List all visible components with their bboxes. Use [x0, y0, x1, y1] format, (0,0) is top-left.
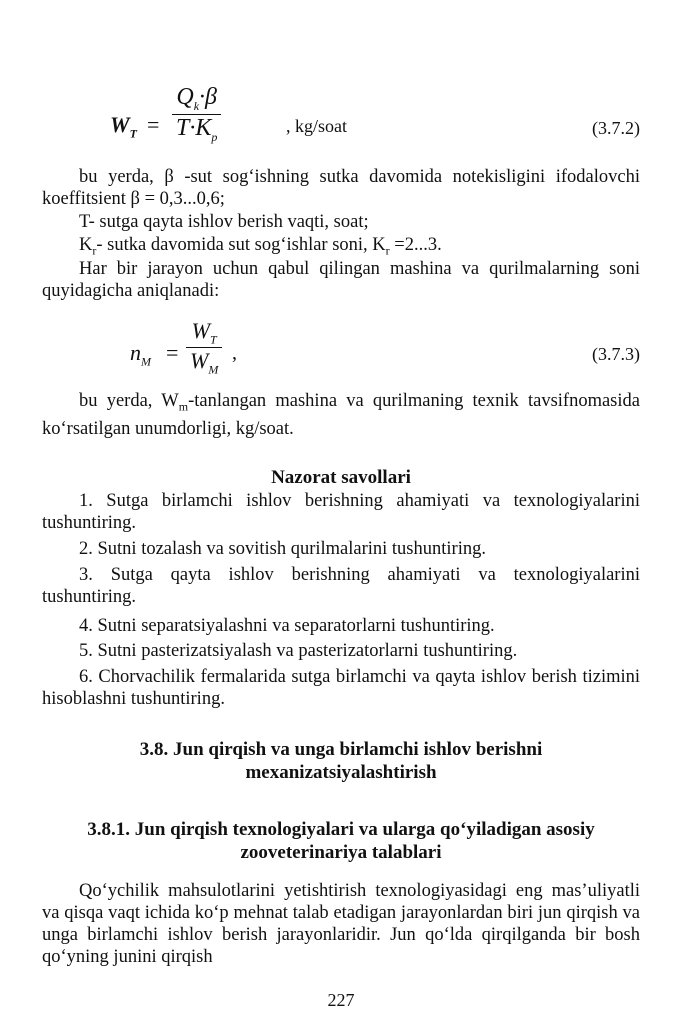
eq1-lhs: $W_T$ — [110, 112, 137, 141]
eq1-fraction: $\frac{Q_k\cdot\beta}{T\cdot K_p}$ — [172, 84, 221, 145]
questions-title: Nazorat savollari — [271, 467, 411, 488]
definition-t: T- sutga qayta ishlov berish vaqti, soat; — [79, 212, 369, 232]
definition-wm: bu yerda, $W_m$-tanlangan mashina va qurilmaning texnik tavsifnomasida ko‘rsatilgan unumdorligi, kg/soat. — [42, 391, 640, 439]
eq1-equals: = — [147, 112, 160, 137]
eq2-number: (3.7.3) — [592, 344, 640, 364]
equation-3-7-2 — [0, 72, 682, 168]
question-item: 2. Sutni tozalash va sovitish qurilmalarini tushuntiring. — [79, 539, 486, 559]
page-number: 227 — [327, 990, 355, 1010]
question-item: 6. Chorvachilik fermalarida sutga birlamchi va qayta ishlov berish tizimini hisoblashni tushuntiring. — [42, 667, 640, 709]
definition-beta: bu yerda, β -sut sog‘ishning sutka davomida notekisligini ifodalovchi koeffitsient β = 0,3...0,6; — [42, 167, 640, 209]
section-heading-3-8-1: 3.8.1. Jun qirqish texnologiyalari va ularga qo‘yiladigan asosiy zooveterinariya talablari — [87, 819, 595, 863]
question-item: 4. Sutni separatsiyalashni va separatorlarni tushuntiring. — [79, 616, 495, 636]
eq1-number: (3.7.2) — [592, 118, 640, 138]
question-item: 1. Sutga birlamchi ishlov berishning ahamiyati va texnologiyalarini tushuntiring. — [42, 491, 640, 533]
equation-3-7-3 — [0, 316, 682, 386]
question-item: 5. Sutni pasterizatsiyalash va pasterizatorlarni tushuntiring. — [79, 641, 518, 661]
body-paragraph: Qo‘ychilik mahsulotlarini yetishtirish texnologiyasidagi eng mas’uliyatli va qisqa vaqt ichida ko‘p mehnat talab etadigan jarayonlardan biri jun qirqish va unga birlamchi ishlov berish jarayonlaridir. Jun qo‘lda qirqilganda bir bosh qo‘yning junini qirqish — [42, 881, 640, 967]
paragraph-machines: Har bir jarayon uchun qabul qilingan mashina va qurilmalarning soni quyidagicha aniqlanadi: — [42, 259, 640, 301]
eq2-equals: = — [166, 340, 179, 365]
section-heading-3-8: 3.8. Jun qirqish va unga birlamchi ishlov berishni mexanizatsiyalashtirish — [139, 739, 543, 783]
eq2-lhs: $n_M$ — [130, 340, 151, 369]
eq2-tail: , — [232, 342, 237, 364]
eq2-fraction: $\frac{W_T}{W_M}$ — [186, 318, 222, 378]
definition-kr: $K_r-$ sutka davomida sut sog‘ishlar soni, $K_r =2...3$. — [79, 235, 442, 258]
eq1-unit: , kg/soat — [286, 116, 347, 136]
question-item: 3. Sutga qayta ishlov berishning ahamiyati va texnologiyalarini tushuntiring. — [42, 565, 640, 607]
